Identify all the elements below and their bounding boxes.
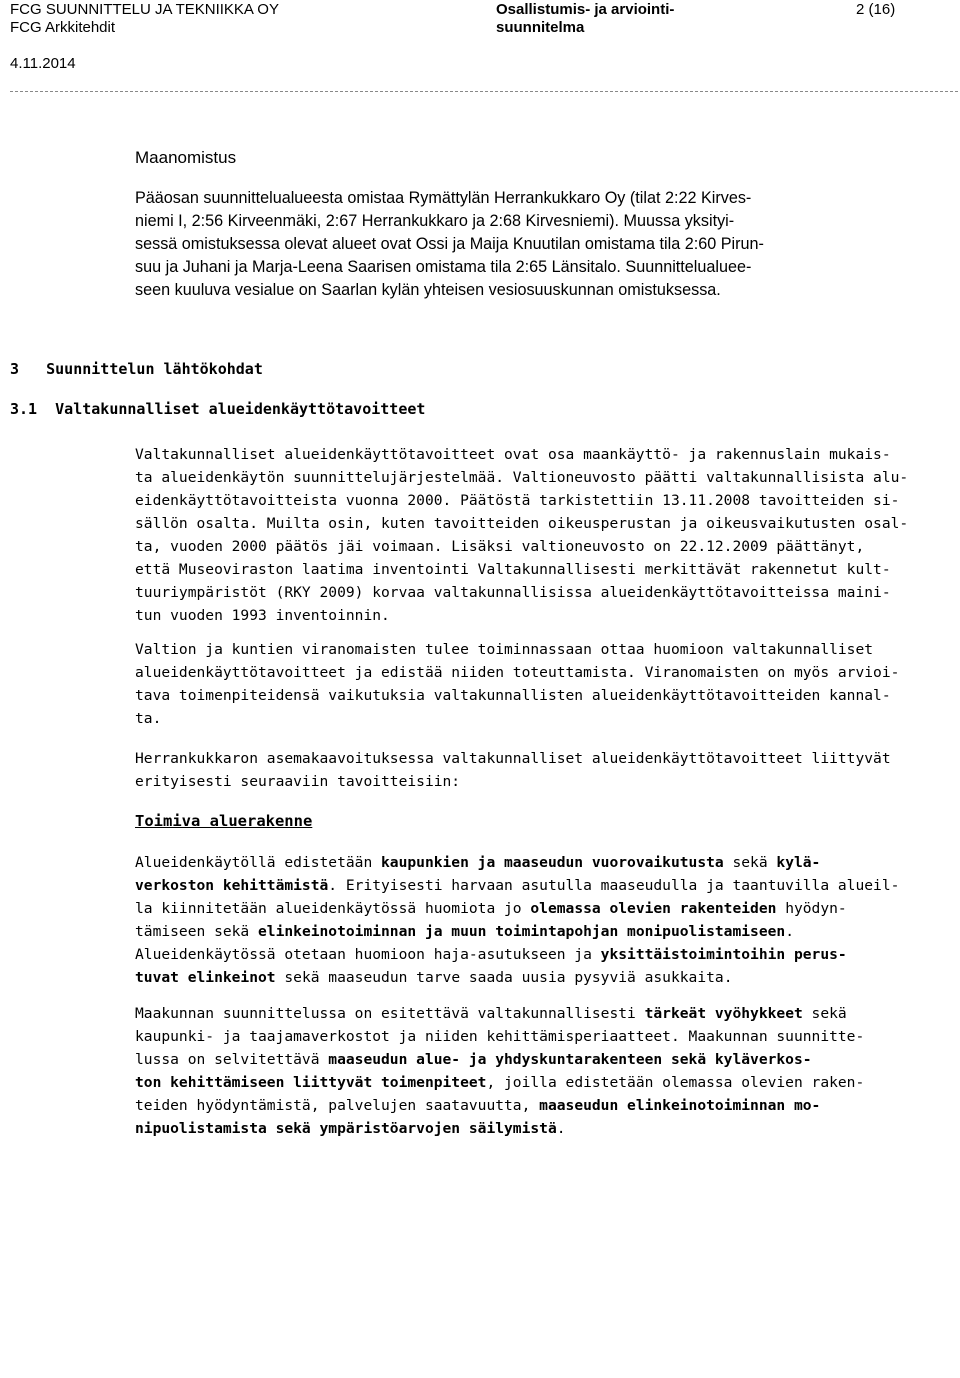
bold-run: elinkeinotoiminnan ja muun toimintapohjan monipuolistamiseen bbox=[258, 923, 786, 940]
text-run: lussa on selvitettävä bbox=[135, 1051, 329, 1068]
text-run: . bbox=[785, 923, 794, 940]
text-run: Maakunnan suunnittelussa on esitettävä valtakunnallisesti bbox=[135, 1005, 645, 1022]
text-line: Valtion ja kuntien viranomaisten tulee toiminnassaan ottaa huomioon valtakunnalliset bbox=[135, 641, 874, 658]
text-line bbox=[135, 1048, 952, 1071]
text-line bbox=[135, 1094, 952, 1117]
bold-run: olemassa olevien rakenteiden bbox=[530, 900, 777, 917]
bold-run: kylä- bbox=[776, 854, 821, 871]
header-company bbox=[10, 1, 279, 37]
bold-run: maaseudun alue- ja yhdyskuntarakenteen sekä kyläverkos- bbox=[328, 1051, 812, 1068]
toimiva-heading-text: Toimiva aluerakenne bbox=[135, 812, 313, 830]
bold-run: maaseudun elinkeinotoiminnan mo- bbox=[539, 1097, 821, 1114]
bold-run: verkoston kehittämistä bbox=[135, 877, 329, 894]
bold-run: nipuolistamista sekä ympäristöarvojen säilymistä bbox=[135, 1120, 557, 1137]
text-run: teiden hyödyntämistä, palvelujen saatavuutta, bbox=[135, 1097, 540, 1114]
bold-run: kaupunkien ja maaseudun vuorovaikutusta bbox=[381, 854, 724, 871]
text-line bbox=[135, 897, 952, 920]
text-line: ta alueidenkäytön suunnittelujärjestelmää. Valtioneuvosto päätti valtakunnallisista alu- bbox=[135, 469, 909, 486]
text-line bbox=[135, 920, 952, 943]
text-line: Valtakunnalliset alueidenkäyttötavoitteet ovat osa maankäyttö- ja rakennuslain mukais- bbox=[135, 446, 891, 463]
text-run: . Erityisesti harvaan asutulla maaseudulla ja taantuvilla alueil- bbox=[328, 877, 900, 894]
maanomistus-paragraph bbox=[135, 187, 952, 302]
text-line bbox=[135, 943, 952, 966]
document-title-line1: Osallistumis- ja arviointi- bbox=[496, 1, 675, 18]
text-line bbox=[135, 1117, 952, 1140]
paragraph-alueidenkaytto bbox=[135, 851, 952, 989]
text-run: Alueidenkäytössä otetaan huomioon haja-asutukseen ja bbox=[135, 946, 601, 963]
header-divider bbox=[10, 91, 958, 92]
paragraph-viranomaiset bbox=[135, 638, 952, 730]
text-line bbox=[135, 1071, 952, 1094]
text-line: kaupunki- ja taajamaverkostot ja niiden kehittämisperiaatteet. Maakunnan suunnitte- bbox=[135, 1028, 865, 1045]
text-run: . bbox=[556, 1120, 566, 1137]
text-line bbox=[135, 874, 952, 897]
section-heading: 3 Suunnittelun lähtökohdat bbox=[10, 360, 263, 378]
bold-run: tärkeät vyöhykkeet bbox=[644, 1005, 803, 1022]
text-line bbox=[135, 851, 952, 874]
text-run: Alueidenkäytöllä edistetään bbox=[135, 854, 382, 871]
text-line: suu ja Juhani ja Marja-Leena Saarisen omistama tila 2:65 Länsitalo. Suunnittelualuee- bbox=[135, 258, 752, 276]
document-title bbox=[496, 1, 674, 37]
text-line: ta. bbox=[135, 710, 162, 727]
document-title-line2: suunnitelma bbox=[496, 19, 585, 36]
text-line: eidenkäyttötavoitteista vuonna 2000. Päätöstä tarkistettiin 13.11.2008 tavoitteiden si- bbox=[135, 492, 900, 509]
text-run: tämiseen sekä bbox=[135, 923, 259, 940]
text-line: Pääosan suunnittelualueesta omistaa Rymättylän Herrankukkaro Oy (tilat 2:22 Kirves- bbox=[135, 189, 752, 207]
text-run: sekä maaseudun tarve saada uusia pysyviä asukkaita. bbox=[275, 969, 733, 986]
text-line: sällön osalta. Muilta osin, kuten tavoitteiden oikeusperustan ja oikeusvaikutusten osal- bbox=[135, 515, 909, 532]
text-line: erityisesti seuraaviin tavoitteisiin: bbox=[135, 773, 461, 790]
text-line: niemi I, 2:56 Kirveenmäki, 2:67 Herrankukkaro ja 2:68 Kirvesniemi). Muussa yksityi- bbox=[135, 212, 735, 230]
text-line: seen kuuluva vesialue on Saarlan kylän yhteisen vesiosuuskunnan omistuksessa. bbox=[135, 281, 721, 299]
document-date: 4.11.2014 bbox=[10, 55, 76, 72]
text-line bbox=[135, 966, 952, 989]
company-name: FCG SUUNNITTELU JA TEKNIIKKA OY bbox=[10, 1, 279, 18]
company-unit: FCG Arkkitehdit bbox=[10, 19, 116, 36]
text-line: Herrankukkaron asemakaavoituksessa valtakunnalliset alueidenkäyttötavoitteet liittyvät bbox=[135, 750, 891, 767]
paragraph-maakunta bbox=[135, 1002, 952, 1140]
text-run: , joilla edistetään olemassa olevien raken- bbox=[486, 1074, 865, 1091]
bold-run: yksittäistoimintoihin perus- bbox=[600, 946, 847, 963]
text-line: tava toimenpiteidensä vaikutuksia valtakunnallisten alueidenkäyttötavoitteiden kannal- bbox=[135, 687, 891, 704]
maanomistus-heading: Maanomistus bbox=[135, 148, 237, 167]
text-run: la kiinnitetään alueidenkäytössä huomiota jo bbox=[135, 900, 531, 917]
text-run: hyödyn- bbox=[776, 900, 847, 917]
text-line: tuuriympäristöt (RKY 2009) korvaa valtakunnallisissa alueidenkäyttötavoitteissa maini- bbox=[135, 584, 891, 601]
subsection-heading: 3.1 Valtakunnalliset alueidenkäyttötavoitteet bbox=[10, 400, 426, 418]
text-line bbox=[135, 1002, 952, 1025]
text-line: ta, vuoden 2000 päätös jäi voimaan. Lisäksi valtioneuvosto on 22.12.2009 päättänyt, bbox=[135, 538, 865, 555]
text-run: sekä bbox=[723, 854, 777, 871]
text-line: sessä omistuksessa olevat alueet ovat Ossi ja Maija Knuutilan omistama tila 2:60 Pirun- bbox=[135, 235, 764, 253]
text-line: tun vuoden 1993 inventoinnin. bbox=[135, 607, 390, 624]
bold-run: tuvat elinkeinot bbox=[135, 969, 276, 986]
toimiva-heading bbox=[135, 810, 952, 833]
text-line: että Museoviraston laatima inventointi Valtakunnallisesti merkittävät rakennetut kult- bbox=[135, 561, 891, 578]
paragraph-valtakunnalliset bbox=[135, 443, 952, 627]
text-run: sekä bbox=[802, 1005, 847, 1022]
page-number: 2 (16) bbox=[856, 1, 896, 18]
paragraph-herrankukkaro bbox=[135, 747, 952, 793]
text-line: alueidenkäyttötavoitteet ja edistää niiden toteuttamista. Viranomaisten on myös arvioi- bbox=[135, 664, 900, 681]
bold-run: ton kehittämiseen liittyvät toimenpiteet bbox=[135, 1074, 487, 1091]
